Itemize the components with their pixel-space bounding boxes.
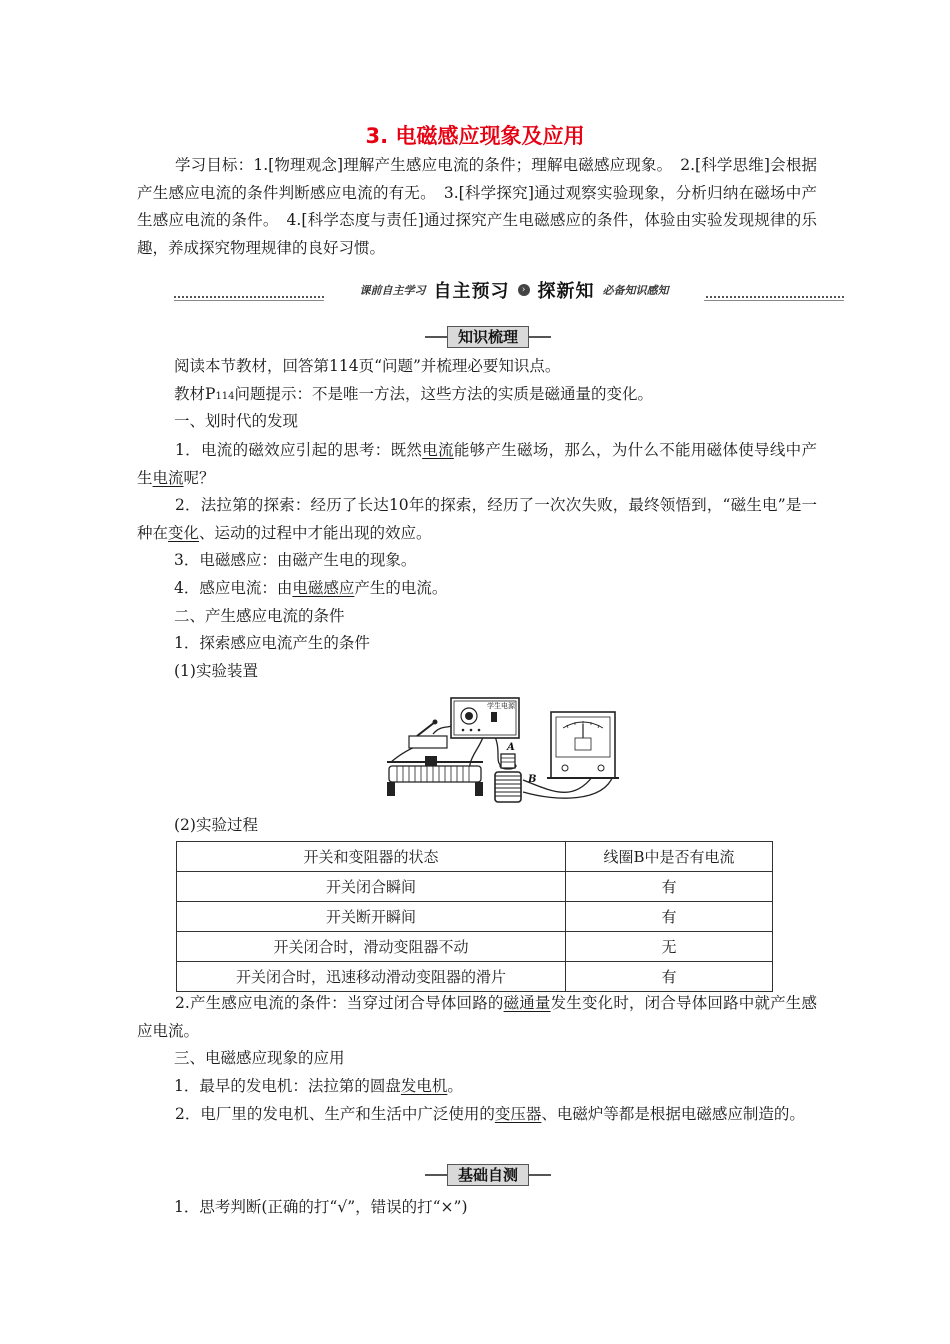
selftest-tag-label: 基础自测 bbox=[447, 1164, 529, 1186]
table-cell-state: 开关闭合时，滑动变阻器不动 bbox=[177, 932, 566, 962]
part3-heading: 三、电磁感应现象的应用 bbox=[174, 1049, 345, 1067]
hint-page: 114 bbox=[215, 391, 235, 402]
table-row bbox=[177, 962, 773, 992]
app1-text-b: 。 bbox=[447, 1077, 463, 1095]
app2-text-b: 、电磁炉等都是根据电磁感应制造的。 bbox=[541, 1105, 805, 1123]
chevron-right-icon: › bbox=[518, 284, 530, 296]
tag-left-bar bbox=[425, 1174, 447, 1176]
learning-objectives: 学习目标：1.[物理观念]理解产生感应电流的条件；理解电磁感应现象。 2.[科学思维]会根据产生感应电流的条件判断感应电流的有无。 3.[科学探究]通过观察实验现象，分析归纳在磁场中产生感应电流的条件。 4.[科学态度与责任]通过探究产生电磁感应的条件，体验由实验发现规律的乐趣，养成探究物理规律的良好习惯。 bbox=[137, 156, 817, 257]
coil-b-label: B bbox=[528, 774, 537, 785]
app2-answer-1: 变压器 bbox=[494, 1105, 542, 1123]
table-row bbox=[177, 932, 773, 962]
app1-text-a: 1．最早的发电机：法拉第的圆盘 bbox=[174, 1077, 401, 1095]
hint-prefix: 教材P bbox=[174, 385, 216, 403]
item4-text bbox=[174, 575, 447, 603]
coil-a-label: A bbox=[507, 742, 515, 753]
table-cell-state: 开关断开瞬间 bbox=[177, 902, 566, 932]
power-supply-label: 学生电源 bbox=[487, 702, 515, 710]
table-cell-result: 有 bbox=[566, 962, 773, 992]
banner-left-label: 课前自主学习 bbox=[359, 284, 426, 297]
item2-text-a: 2．法拉第的探索：经历了长达10年的探索，经历了一次次失败，最终领悟到，“磁生电”是一种在 bbox=[137, 496, 817, 542]
part2-heading: 二、产生感应电流的条件 bbox=[174, 607, 345, 625]
page-title: 3. 电磁感应现象及应用 bbox=[365, 124, 585, 148]
table-header-row bbox=[177, 842, 773, 872]
table-cell-state: 开关闭合瞬间 bbox=[177, 872, 566, 902]
table-row bbox=[177, 902, 773, 932]
banner-main-label-2: 探新知 bbox=[537, 281, 595, 302]
tag-right-bar bbox=[529, 1174, 551, 1176]
hint-body: 问题提示：不是唯一方法，这些方法的实质是磁通量的变化。 bbox=[234, 385, 654, 403]
hint-text bbox=[174, 381, 653, 411]
table-header-cell: 开关和变阻器的状态 bbox=[177, 842, 566, 872]
experiment-table bbox=[176, 841, 773, 992]
item3-text: 3．电磁感应：由磁产生电的现象。 bbox=[174, 551, 417, 569]
condition-text-b: 发生变化时，闭合导体回路中就产生感应电流。 bbox=[137, 994, 817, 1040]
section-banner bbox=[174, 275, 844, 305]
item1-paragraph bbox=[137, 437, 817, 492]
table-header-cell: 线圈B中是否有电流 bbox=[566, 842, 773, 872]
experiment-apparatus-figure bbox=[383, 692, 653, 807]
part1-heading: 一、划时代的发现 bbox=[174, 412, 299, 430]
item2-text-b: 、运动的过程中才能出现的效应。 bbox=[199, 523, 432, 542]
rheostat-slider bbox=[425, 756, 437, 766]
table-cell-result: 无 bbox=[566, 932, 773, 962]
item1-answer-1: 电流 bbox=[422, 441, 454, 459]
table-cell-result: 有 bbox=[566, 872, 773, 902]
item4-text-b: 产生的电流。 bbox=[354, 579, 448, 597]
item1-text-c: 呢？ bbox=[183, 468, 215, 487]
item4-text-a: 4．感应电流：由 bbox=[174, 579, 293, 597]
item1-text-a: 1．电流的磁效应引起的思考：既然 bbox=[175, 441, 423, 459]
banner-title-group bbox=[324, 275, 704, 305]
table-cell-state: 开关闭合时，迅速移动滑动变阻器的滑片 bbox=[177, 962, 566, 992]
switch-base bbox=[409, 736, 447, 748]
apparatus-drawing bbox=[383, 692, 653, 807]
app2-text-a: 2．电厂里的发电机、生产和生活中广泛使用的 bbox=[175, 1105, 495, 1123]
item2-answer-1: 变化 bbox=[168, 523, 200, 542]
item1-answer-2: 电流 bbox=[152, 468, 184, 487]
banner-right-label: 必备知识感知 bbox=[602, 284, 669, 297]
intro-text: 阅读本节教材，回答第114页“问题”并梳理必要知识点。 bbox=[174, 357, 561, 375]
condition-text-a: 2.产生感应电流的条件：当穿过闭合导体回路的 bbox=[175, 994, 504, 1012]
app2-paragraph bbox=[137, 1101, 817, 1129]
selftest-question-1: 1．思考判断(正确的打“√”，错误的打“×”) bbox=[174, 1198, 468, 1216]
part2-subheading: 1．探索感应电流产生的条件 bbox=[174, 634, 370, 652]
device-label: (1)实验装置 bbox=[174, 662, 258, 680]
item4-answer-1: 电磁感应 bbox=[292, 579, 355, 597]
condition-paragraph bbox=[137, 990, 817, 1045]
knowledge-tag-label: 知识梳理 bbox=[447, 326, 529, 348]
table-row bbox=[177, 872, 773, 902]
process-label: (2)实验过程 bbox=[174, 816, 258, 834]
table-cell-result: 有 bbox=[566, 902, 773, 932]
knowledge-tag bbox=[425, 326, 551, 348]
item2-paragraph bbox=[137, 492, 817, 547]
tag-right-bar bbox=[529, 336, 551, 338]
item1-text-b: 能够产生磁场，那么，为什么不能用磁体使导线中产生 bbox=[137, 441, 817, 487]
tag-left-bar bbox=[425, 336, 447, 338]
app1-text bbox=[174, 1073, 463, 1101]
app1-answer-1: 发电机 bbox=[400, 1077, 448, 1095]
condition-answer-1: 磁通量 bbox=[503, 994, 551, 1012]
selftest-tag bbox=[425, 1164, 551, 1186]
banner-main-label-1: 自主预习 bbox=[433, 281, 510, 302]
coil-a bbox=[501, 754, 515, 768]
